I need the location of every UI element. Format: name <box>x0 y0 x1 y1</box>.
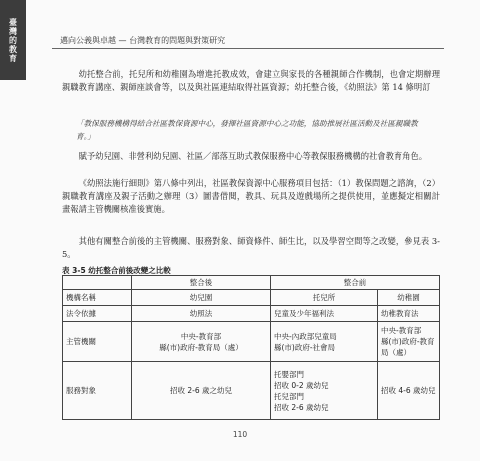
table-row <box>63 322 440 362</box>
cell-before-nursery: 兒童及少年福利法 <box>271 306 378 322</box>
table-title: 表 3-5 幼托整合前後改變之比較 <box>62 266 171 275</box>
side-tab-label: 臺灣的教育 <box>8 17 18 63</box>
row-label: 服務對象 <box>63 362 132 420</box>
comparison-table <box>62 275 440 420</box>
row-label: 機構名稱 <box>63 290 132 306</box>
cell-after: 幼兒園 <box>132 290 271 306</box>
cell-before-kindergarten: 幼稚教育法 <box>378 306 440 322</box>
table-header-row <box>63 276 440 290</box>
group-header-before: 整合前 <box>271 276 440 290</box>
paragraph-1: 幼托整合前，托兒所和幼稚園為增進托教成效，會建立與家長的各種親師合作機制，也會定期辦理親職教育講座、親師座談會等，以及與社區連結取得社區資源；幼托整合後，《幼照法》第 14 條明訂 <box>62 69 440 93</box>
row-label: 主管機關 <box>63 322 132 362</box>
cell-after: 招收 2-6 歲之幼兒 <box>132 362 271 420</box>
cell-before-nursery: 托兒所 <box>271 290 378 306</box>
table-row <box>63 362 440 420</box>
row-label: 法令依據 <box>63 306 132 322</box>
cell-before-nursery: 托嬰部門 招收 0-2 歲幼兒 托兒部門 招收 2-6 歲幼兒 <box>271 362 378 420</box>
table-row <box>63 306 440 322</box>
paragraph-2: 賦予幼兒園、非營利幼兒園、社區／部落互助式教保服務中心等教保服務機構的社會教育角色。 <box>78 151 428 161</box>
paragraph-4: 其他有關整合前後的主管機關、服務對象、師資條件、師生比，以及學習空間等之改變，參見表 3-5。 <box>62 236 440 260</box>
page-number: 110 <box>232 430 248 439</box>
table-row <box>63 290 440 306</box>
group-header-after: 整合後 <box>132 276 271 290</box>
cell-before-kindergarten: 幼稚園 <box>378 290 440 306</box>
cell-before-kindergarten: 招收 4-6 歲幼兒 <box>378 362 440 420</box>
paragraph-3: 《幼照法施行細則》第八條中列出，社區教保資源中心服務項目包括：（1）教保問題之諮詢，（2）親職教育講座及親子活動之辦理（3）圖書借閱，教具、玩具及遊戲場所之提供使用，並應擬定相關計畫報請主管機關核准後實施。 <box>62 178 440 215</box>
chapter-side-tab <box>0 0 26 80</box>
table-corner-cell <box>63 276 132 290</box>
cell-after: 幼照法 <box>132 306 271 322</box>
cell-before-kindergarten: 中央-教育部 縣(市)政府-教育局（處） <box>378 322 440 362</box>
running-header: 邁向公義與卓越 — 台灣教育的問題與對策研究 <box>60 36 226 45</box>
block-quote: 「教保服務機構得結合社區教保資源中心，發揮社區資源中心之功能，協助推展社區活動及社區親職教育。」 <box>76 119 418 141</box>
cell-before-nursery: 中央-內政部兒童局 縣(市)政府-社會局 <box>271 322 378 362</box>
cell-after: 中央-教育部 縣(市)政府-教育局（處） <box>132 322 271 362</box>
header-divider <box>52 48 444 49</box>
